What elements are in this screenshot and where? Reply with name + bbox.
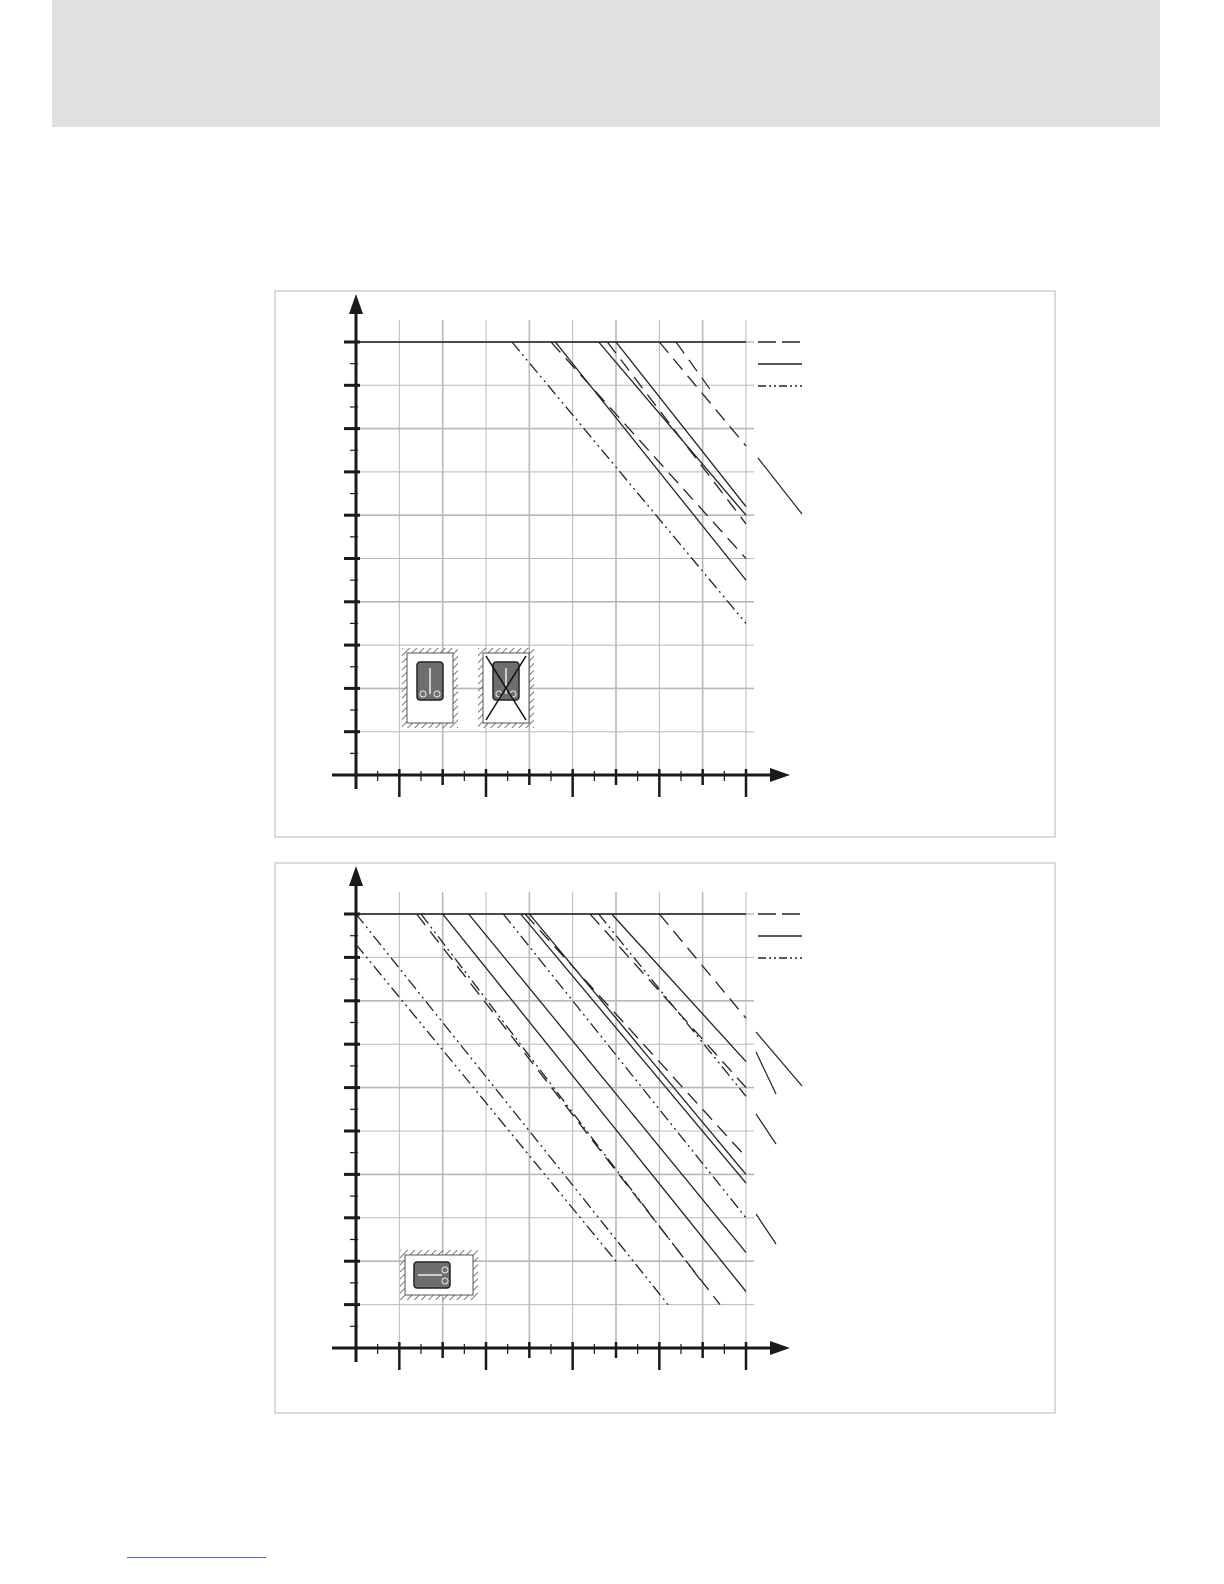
leader-stroke (756, 1052, 776, 1094)
leader-stroke (758, 458, 802, 514)
series-line-1 (356, 914, 668, 1305)
y-axis-arrow (349, 866, 363, 886)
leader-stroke (756, 1032, 802, 1086)
series-line-12 (599, 914, 746, 1096)
chart-bottom (276, 864, 1058, 1416)
series-line-3 (555, 342, 746, 580)
series-line-3 (417, 914, 720, 1305)
y-axis-arrow (349, 294, 363, 314)
footer-link-rule (127, 1557, 266, 1558)
series-line-9 (525, 914, 746, 1157)
series-line-6 (469, 914, 746, 1253)
series-line-8 (521, 914, 746, 1183)
x-axis-arrow (770, 768, 790, 782)
x-axis-arrow (770, 1341, 790, 1355)
leader-stroke (756, 1214, 776, 1244)
mounting-horizontal-icon (400, 1250, 478, 1300)
series-line-7 (503, 914, 746, 1218)
leader-stroke (756, 1114, 776, 1144)
chart-panel-top (274, 290, 1056, 838)
chart-top (276, 292, 1058, 840)
series-line-4 (421, 914, 703, 1283)
mounting-allowed-icon (402, 648, 458, 728)
mounting-not-allowed-icon (478, 648, 534, 728)
chart-panel-bottom (274, 862, 1056, 1414)
series-line-13 (612, 914, 746, 1062)
series-line-6 (616, 342, 746, 507)
series-line-2 (551, 342, 746, 559)
series-line-1 (512, 342, 746, 623)
header-band (52, 0, 1160, 127)
